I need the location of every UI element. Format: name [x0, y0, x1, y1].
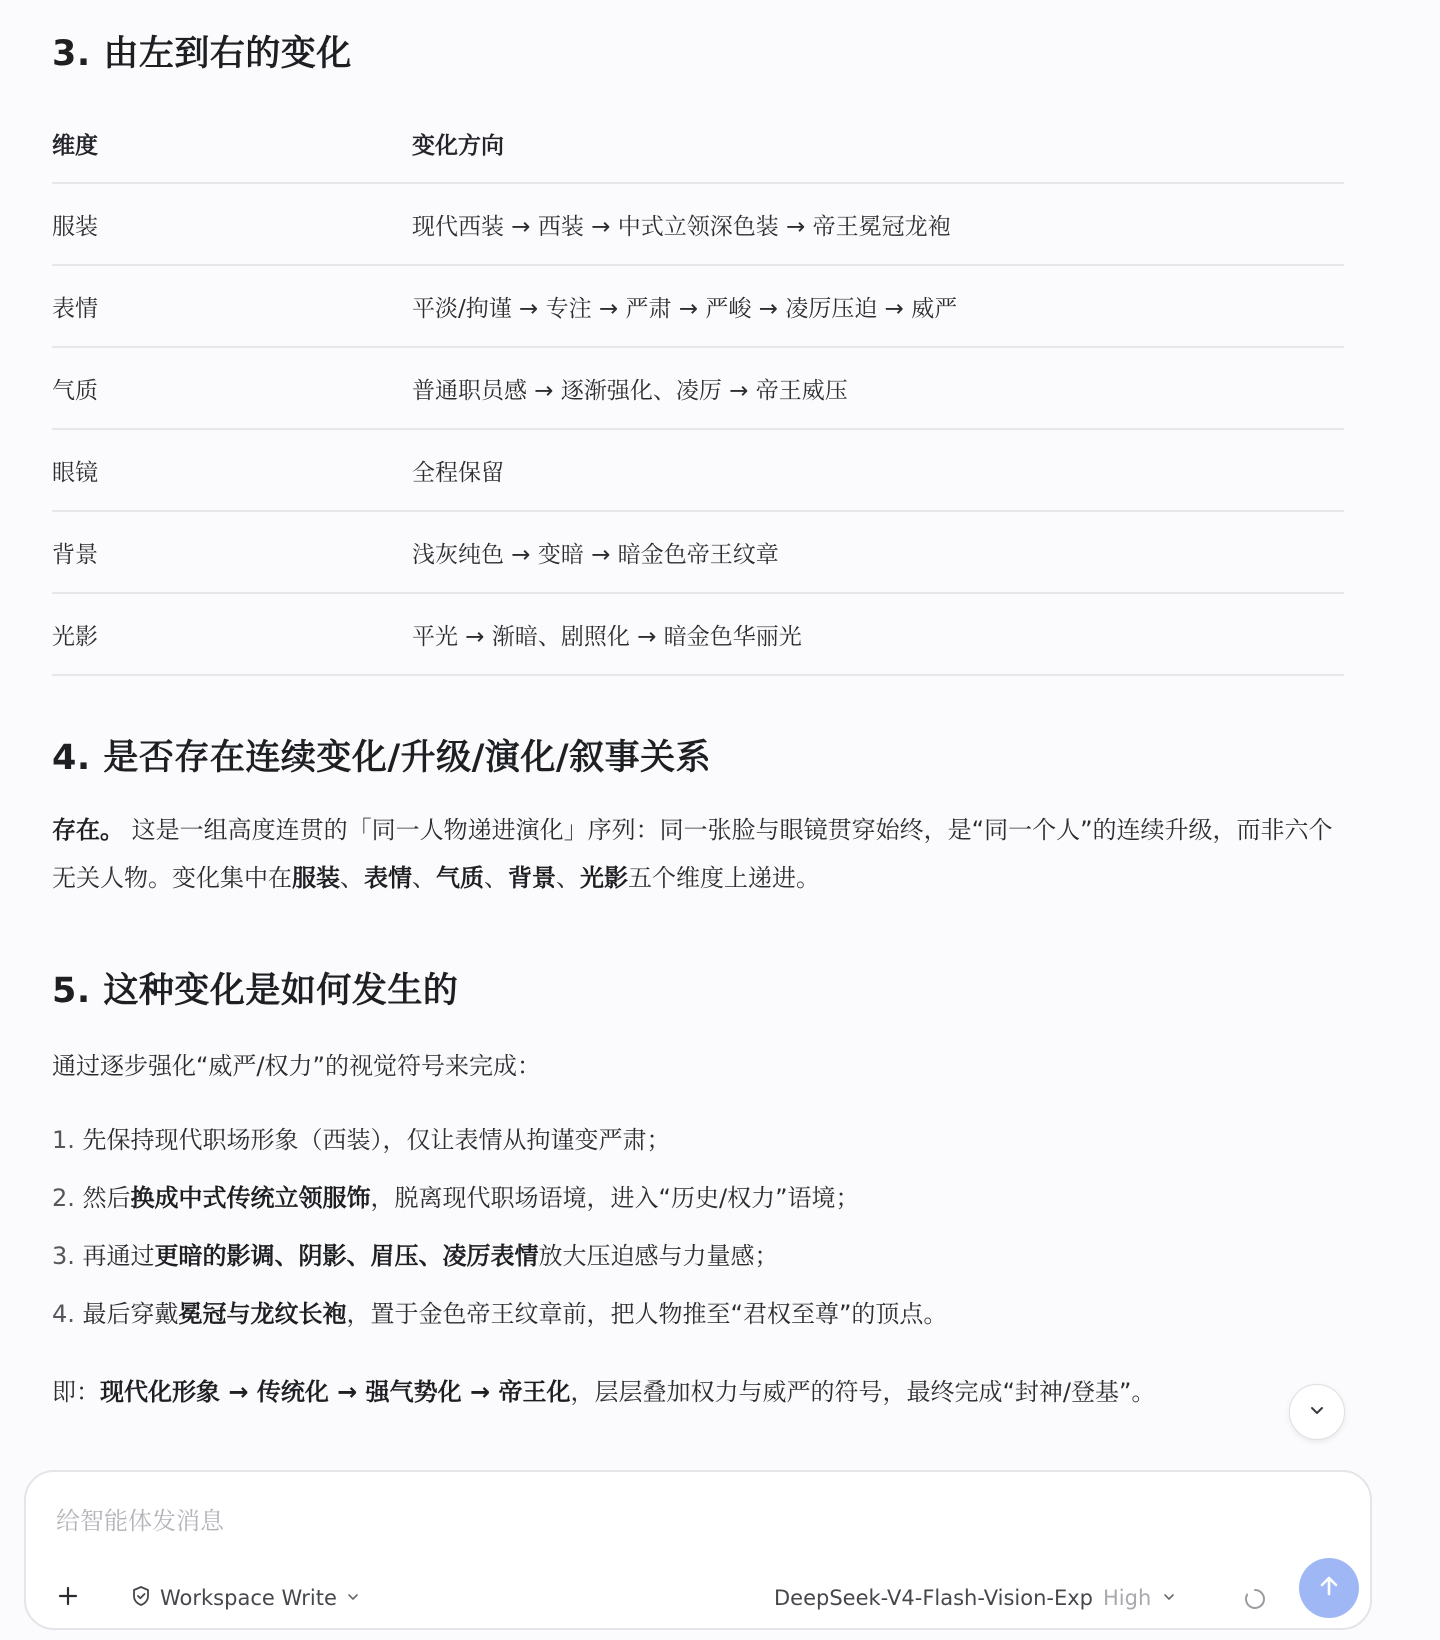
separator: 、 [412, 864, 436, 892]
table-header-row [52, 104, 1344, 184]
dimension-temperament: 气质 [436, 864, 484, 892]
table-row [52, 348, 1344, 430]
table-cell-dimension: 服装 [52, 213, 98, 240]
table-cell-dimension: 表情 [52, 295, 98, 322]
table-cell-direction: 平淡/拘谨 → 专注 → 严肃 → 严峻 → 凌厉压迫 → 威严 [412, 295, 958, 322]
list-item-number: 4. [52, 1300, 75, 1328]
workspace-mode-label: Workspace Write [160, 1586, 337, 1610]
paragraph-text: 这是一组高度连贯的「同一人物递进演化」序列：同一张脸与眼镜贯穿始终，是“同一个人”的连续升级，而非六个无关人物。变化集中在 [52, 816, 1333, 892]
chevron-down-icon [1307, 1400, 1327, 1424]
summary-line [52, 1372, 1352, 1407]
separator: 、 [556, 864, 580, 892]
add-attachment-button[interactable] [48, 1578, 88, 1618]
dimension-expression: 表情 [364, 864, 412, 892]
separator: 、 [340, 864, 364, 892]
table-cell-direction: 全程保留 [412, 459, 504, 486]
table-row [52, 512, 1344, 594]
list-item-text: ，置于金色帝王纹章前，把人物推至“君权至尊”的顶点。 [346, 1300, 948, 1328]
summary-lead: 即： [52, 1378, 100, 1406]
table-row [52, 594, 1344, 676]
list-item-number: 3. [52, 1242, 75, 1270]
table-cell-dimension: 眼镜 [52, 459, 98, 486]
table-row [52, 266, 1344, 348]
list-item-number: 2. [52, 1184, 75, 1212]
list-item-text: 最后穿戴 [82, 1300, 179, 1328]
model-selector-dropdown[interactable] [774, 1580, 1177, 1616]
list-item-number: 1. [52, 1126, 75, 1154]
list-item [52, 1236, 947, 1294]
list-item-text: 再通过 [82, 1242, 155, 1270]
section-4-paragraph [52, 806, 1346, 902]
list-item-text: 先保持现代职场形象（西装），仅让表情从拘谨变严肃； [82, 1126, 671, 1154]
table-cell-dimension: 背景 [52, 541, 98, 568]
paragraph-text-end: 五个维度上递进。 [628, 864, 820, 892]
section-5-intro: 通过逐步强化“威严/权力”的视觉符号来完成： [52, 1052, 541, 1080]
spinner-icon [1242, 1586, 1268, 1612]
summary-bold: 现代化形象 → 传统化 → 强气势化 → 帝王化 [100, 1378, 571, 1406]
chevron-down-icon [345, 1586, 361, 1610]
message-input[interactable] [54, 1500, 1258, 1542]
list-item-bold: 冕冠与龙纹长袍 [178, 1300, 347, 1328]
table-cell-direction: 平光 → 渐暗、剧照化 → 暗金色华丽光 [412, 623, 802, 650]
model-name: DeepSeek-V4-Flash-Vision-Exp [774, 1586, 1093, 1610]
plus-icon [57, 1585, 79, 1611]
summary-rest: ，层层叠加权力与威严的符号，最终完成“封神/登基”。 [570, 1378, 1156, 1406]
separator: 、 [484, 864, 508, 892]
answer-lead: 存在。 [52, 816, 124, 844]
table-row [52, 184, 1344, 266]
model-level: High [1102, 1586, 1152, 1610]
table-row [52, 430, 1344, 512]
list-item [52, 1120, 947, 1178]
table-cell-dimension: 气质 [52, 377, 98, 404]
table-cell-direction: 普通职员感 → 逐渐强化、凌厉 → 帝王威压 [412, 377, 848, 404]
message-composer [24, 1470, 1372, 1630]
workspace-mode-dropdown[interactable] [130, 1580, 361, 1616]
list-item-bold: 换成中式传统立领服饰 [130, 1184, 371, 1212]
arrow-up-icon [1316, 1573, 1342, 1603]
dimension-lighting: 光影 [580, 864, 628, 892]
scroll-to-bottom-button[interactable] [1289, 1384, 1345, 1440]
list-item-bold: 更暗的影调、阴影、眉压、凌厉表情 [154, 1242, 539, 1270]
list-item-text: 然后 [82, 1184, 131, 1212]
list-item-text: ，脱离现代职场语境，进入“历史/权力”语境； [370, 1184, 860, 1212]
table-header-dimension: 维度 [52, 132, 98, 159]
send-button[interactable] [1299, 1558, 1359, 1618]
shield-icon [130, 1585, 152, 1612]
table-cell-direction: 浅灰纯色 → 变暗 → 暗金色帝王纹章 [412, 541, 779, 568]
list-item [52, 1178, 947, 1236]
list-item [52, 1294, 947, 1352]
table-cell-dimension: 光影 [52, 623, 98, 650]
list-item-text: 放大压迫感与力量感； [538, 1242, 779, 1270]
section-4-heading: 4. 是否存在连续变化/升级/演化/叙事关系 [52, 738, 712, 778]
chevron-down-icon [1161, 1586, 1177, 1610]
table-header-direction: 变化方向 [412, 132, 504, 159]
section-3-heading: 3. 由左到右的变化 [52, 34, 352, 74]
table-cell-direction: 现代西装 → 西装 → 中式立领深色装 → 帝王冕冠龙袍 [412, 213, 951, 240]
steps-list [52, 1120, 947, 1352]
section-5-heading: 5. 这种变化是如何发生的 [52, 971, 459, 1011]
dimension-clothing: 服装 [292, 864, 340, 892]
dimension-background: 背景 [508, 864, 556, 892]
change-table [52, 104, 1344, 676]
